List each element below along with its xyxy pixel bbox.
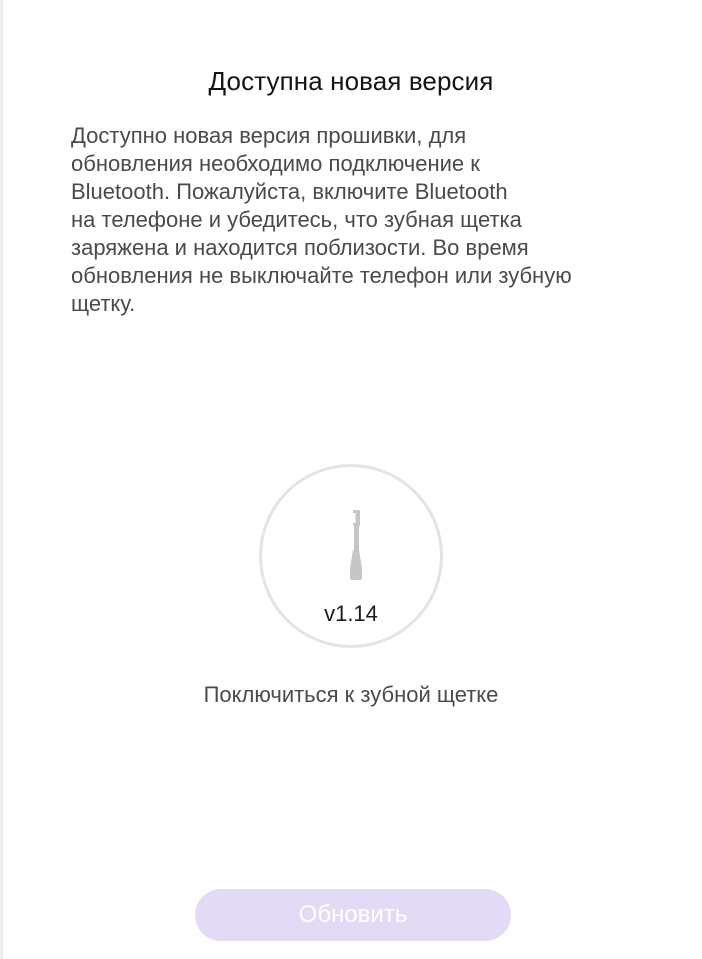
dialog-title: Доступна новая версия [208,66,494,96]
update-button[interactable]: Обновить [195,889,511,941]
update-description: Доступно новая версия прошивки, для обновления необходимо подключение к Bluetooth. Пожалуйста, включите Bluetooth на телефоне и убедитесь, что зубная щетка заряжена и находится поблизости. Во время обновления не выключайте телефон или зубную щетку. [71,123,572,316]
connection-status: Поключиться к зубной щетке [203,682,499,707]
firmware-version: v1.14 [324,601,378,626]
toothbrush-icon [348,510,364,580]
screen-left-edge [0,0,3,959]
device-status-circle [259,464,443,648]
